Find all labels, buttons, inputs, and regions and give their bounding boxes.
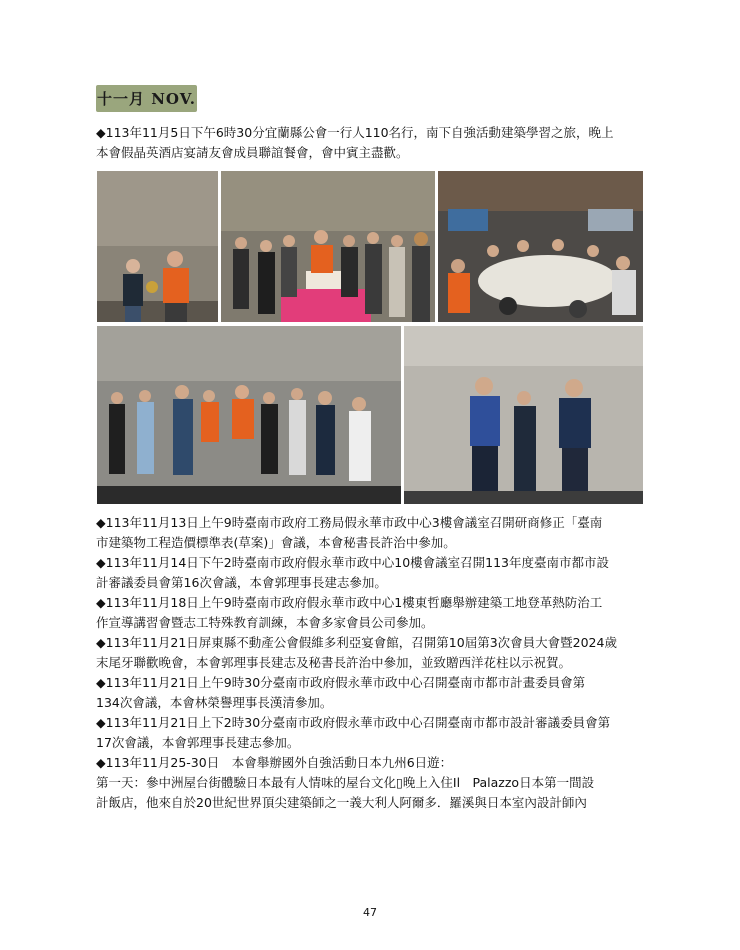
text-line: 第一天：參中洲屋台街體驗日本最有人情味的屋台文化▯晚上入住Il Palazzo日本第一間設 <box>96 775 595 790</box>
intro-paragraph <box>96 123 646 163</box>
photo-gift-exchange <box>97 171 218 322</box>
events-list <box>96 513 646 813</box>
text-line: 市建築物工程造價標準表(草案)」會議，本會秘書長許治中參加。 <box>96 535 456 550</box>
text-line: 末尾牙聯歡晚會，本會郭理事長建志及秘書長許治中參加，並致贈西洋花柱以示祝賀。 <box>96 655 572 670</box>
text-line: ◆113年11月21日上下2時30分臺南市政府假永華市政中心召開臺南市都市設計審議委員會第 <box>96 715 611 730</box>
text-line: ◆113年11月21日上午9時30分臺南市政府假永華市政中心召開臺南市都市計畫委員會第 <box>96 675 586 690</box>
text-line: 本會假晶英酒店宴請友會成員聯誼餐會，會中賓主盡歡。 <box>96 145 409 160</box>
text-line: ◆113年11月18日上午9時臺南市政府假永華市政中心1樓東哲廳舉辦建築工地登革熱防治工 <box>96 595 603 610</box>
text-line: 作宣導講習會暨志工特殊教育訓練，本會多家會員公司參加。 <box>96 615 434 630</box>
text-line: 計審議委員會第16次會議，本會郭理事長建志參加。 <box>96 575 387 590</box>
text-line: ◆113年11月14日下午2時臺南市政府假永華市政中心10樓會議室召開113年度臺南市都市設 <box>96 555 610 570</box>
text-line: ◆113年11月25-30日 本會舉辦國外自強活動日本九州6日遊： <box>96 755 453 770</box>
text-line: ◆113年11月21日屏東縣不動產公會假維多利亞宴會館，召開第10屆第3次會員大會暨2024歲 <box>96 635 617 650</box>
text-line: 計飯店，他來自於20世紀世界頂尖建築師之一義大利人阿爾多．羅溪與日本室內設計師內 <box>96 795 587 810</box>
text-line: ◆113年11月5日下午6時30分宜蘭縣公會一行人110名行，南下自強活動建築學習之旅，晚上 <box>96 125 614 140</box>
text-line: 17次會議，本會郭理事長建志參加。 <box>96 735 300 750</box>
text-line: 134次會議，本會林榮譽理事長漢清參加。 <box>96 695 333 710</box>
photo-cake-toast <box>221 171 435 322</box>
text-line: ◆113年11月13日上午9時臺南市政府工務局假永華市政中心3樓會議室召開研商修正「臺南 <box>96 515 603 530</box>
photo-banquet-hall <box>438 171 643 322</box>
photo-stage-group <box>97 326 401 504</box>
photo-stage-speech <box>404 326 643 504</box>
month-banner: 十一月 NOV. <box>96 85 197 112</box>
page-number: 47 <box>363 906 377 919</box>
